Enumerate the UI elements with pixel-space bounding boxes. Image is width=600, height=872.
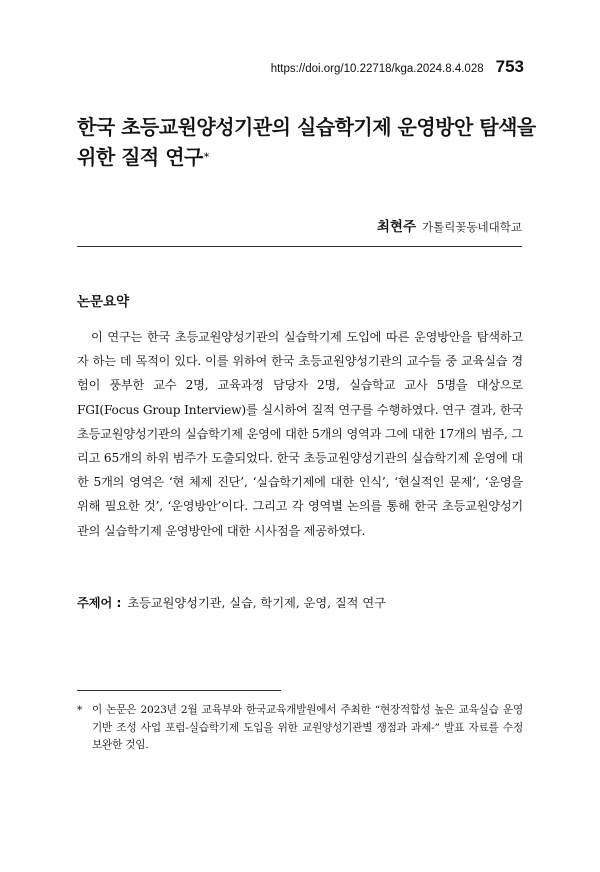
author-name: 최현주: [376, 219, 417, 235]
keywords-label: 주제어 :: [77, 596, 122, 610]
doi-link[interactable]: https://doi.org/10.22718/kga.2024.8.4.028: [270, 63, 484, 75]
keywords-line: [77, 594, 523, 611]
header-divider: [77, 246, 522, 247]
paper-title: [77, 112, 537, 177]
footnote-rule: [77, 690, 281, 691]
page-number: 753: [495, 57, 524, 76]
footnote-marker: *: [77, 704, 83, 716]
abstract-heading: 논문요약: [77, 294, 130, 310]
author-line: [377, 215, 522, 235]
abstract-body: 이 연구는 한국 초등교원양성기관의 실습학기제 도입에 따른 운영방안을 탐색하고자 하는 데 목적이 있다. 이를 위하여 한국 초등교원양성기관의 교수들 중 교육실습 경험이 풍부한 교수 2명, 교육과정 담당자 2명, 실습학교 교사 5명을 대상으로 FGI(Focus Group Interview)를 실시하여 질적 연구를 수행하였다. 연구 결과, 한국 초등교원양성기관의 실습학기제 운영에 대한 5개의 영역과 그에 대한 17개의 범주, 그리고 65개의 하위 범주가 도출되었다. 한국 초등교원양성기관의 실습학기제 운영에 대한 5개의 영역은 ‘현 체제 진단’, ‘실습학기제에 대한 인식’, ‘현실적인 문제’, ‘운영을 위해 필요한 것’, ‘운영방안’이다. 그리고 각 영역별 논의를 통해 한국 초등교원양성기관의 실습학기제 운영방안에 대한 시사점을 제공하였다.: [77, 330, 523, 538]
author-affiliation: 가톨릭꽃동네대학교: [422, 220, 522, 234]
footnote: [77, 702, 523, 755]
footnote-text: 이 논문은 2023년 2월 교육부와 한국교육개발원에서 주최한 “현장적합성 높은 교육실습 운영 기반 조성 사업 포럼-실습학기제 도입을 위한 교원양성기관별 쟁점과 과제-” 발표 자료를 수정 보완한 것임.: [92, 704, 523, 751]
title-footnote-mark: *: [203, 152, 209, 163]
page-header: [0, 57, 524, 77]
keywords-values: 초등교원양성기관, 실습, 학기제, 운영, 질적 연구: [127, 596, 386, 610]
paper-title-text: 한국 초등교원양성기관의 실습학기제 운영방안 탐색을 위한 질적 연구: [77, 115, 536, 169]
